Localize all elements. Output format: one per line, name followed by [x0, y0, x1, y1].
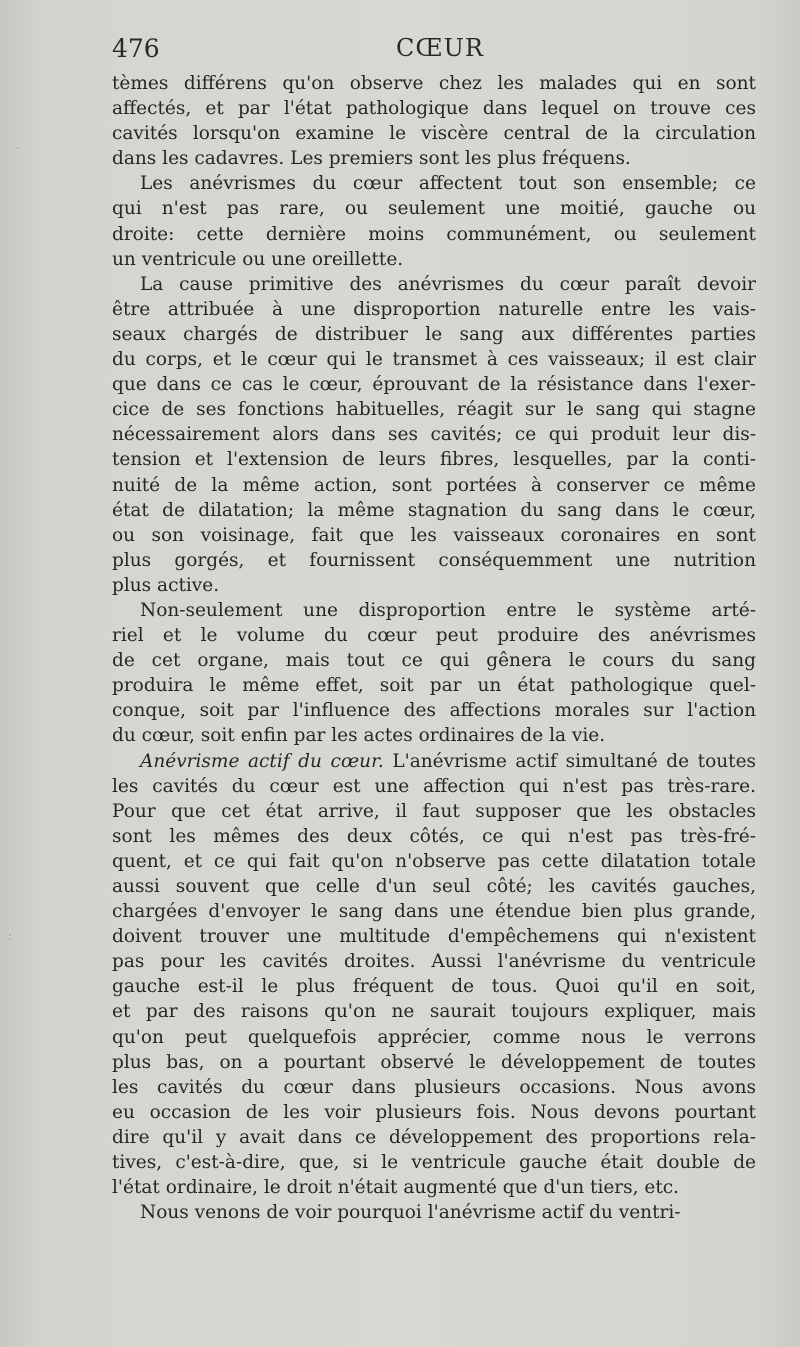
- line-text: de cet organe, mais tout ce qui gênera le cours du sang: [112, 650, 756, 672]
- text-line: [112, 146, 756, 171]
- text-line: [112, 598, 756, 623]
- line-text: seaux chargés de distribuer le sang aux différentes parties: [112, 323, 756, 345]
- line-text: nuité de la même action, sont portées à conserver ce même: [112, 474, 756, 496]
- text-line: [112, 1025, 756, 1050]
- line-text: affectés, et par l'état pathologique dans lequel on trouve ces: [112, 98, 756, 120]
- line-text: les cavités du cœur dans plusieurs occasions. Nous avons: [112, 1076, 756, 1098]
- line-text: eu occasion de les voir plusieurs fois. Nous devons pourtant: [112, 1101, 756, 1123]
- body-text: [112, 71, 756, 1225]
- text-line: [112, 347, 756, 372]
- line-text: gauche est-il le plus fréquent de tous. Quoi qu'il en soit,: [112, 976, 756, 998]
- text-line: [112, 222, 756, 247]
- line-text: aussi souvent que celle d'un seul côté; les cavités gauches,: [112, 876, 756, 897]
- line-text: droite: cette dernière moins communément, ou seulement: [112, 223, 756, 245]
- line-text: dire qu'il y avait dans ce développement des proportions rela-: [112, 1126, 756, 1148]
- text-line: [112, 272, 756, 297]
- text-line: [112, 196, 756, 221]
- running-head: CŒUR: [396, 34, 484, 62]
- text-line: [112, 749, 756, 774]
- text-line: [112, 1200, 756, 1225]
- line-text: conque, soit par l'influence des affections morales sur l'action: [112, 700, 756, 722]
- line-text: état de dilatation; la même stagnation du sang dans le cœur,: [112, 499, 756, 521]
- text-line: [112, 397, 756, 422]
- line-text: tension et l'extension de leurs fibres, lesquelles, par la conti-: [112, 449, 756, 471]
- text-line: [112, 974, 756, 999]
- line-text: pas pour les cavités droites. Aussi l'anévrisme du ventricule: [112, 951, 756, 973]
- text-line: [112, 999, 756, 1024]
- page-header: [112, 34, 752, 70]
- line-text: du cœur, soit enfin par les actes ordinaires de la vie.: [112, 725, 606, 747]
- page-number: 476: [112, 34, 160, 63]
- text-line: [112, 648, 756, 673]
- text-line: [112, 473, 756, 498]
- text-line: [112, 1050, 756, 1075]
- text-line: [112, 924, 756, 949]
- text-line: [112, 899, 756, 924]
- text-line: [112, 322, 756, 347]
- line-text: plus gorgés, et fournissent conséquemment une nutrition: [112, 549, 756, 571]
- line-text: nécessairement alors dans ses cavités; ce qui produit leur dis-: [112, 424, 756, 446]
- line-text: riel et le volume du cœur peut produire des anévrismes: [112, 625, 756, 647]
- line-text: et par des raisons qu'on ne saurait toujours expliquer, mais: [112, 1001, 756, 1023]
- line-text: ou son voisinage, fait que les vaisseaux coronaires en sont: [112, 524, 756, 546]
- margin-speck: :: [8, 930, 12, 943]
- margin-speck: ·: [16, 142, 20, 155]
- text-line: [112, 96, 756, 121]
- line-text: tèmes différens qu'on observe chez les malades qui en sont: [112, 73, 756, 94]
- text-line: [112, 372, 756, 397]
- line-text: Non-seulement une disproportion entre le système arté-: [140, 599, 756, 621]
- text-line: [112, 849, 756, 874]
- text-line: [112, 1175, 756, 1200]
- line-text: un ventricule ou une oreillette.: [112, 248, 404, 270]
- text-line: [112, 71, 756, 96]
- text-line: [112, 824, 756, 849]
- line-text: plus bas, on a pourtant observé le développement de toutes: [112, 1051, 756, 1073]
- text-line: [112, 723, 756, 748]
- text-line: [112, 1125, 756, 1150]
- text-line: [112, 673, 756, 698]
- line-text: l'état ordinaire, le droit n'était augmenté que d'un tiers, etc.: [112, 1177, 680, 1199]
- text-line: [112, 698, 756, 723]
- text-line: [112, 297, 756, 322]
- text-line: [112, 874, 756, 899]
- line-text: doivent trouver une multitude d'empêchemens qui n'existent: [112, 926, 756, 948]
- line-text: produira le même effet, soit par un état pathologique quel-: [112, 675, 756, 697]
- line-text: Pour que cet état arrive, il faut supposer que les obstacles: [112, 800, 756, 822]
- line-text: cavités lorsqu'on examine le viscère central de la circulation: [112, 123, 756, 145]
- line-text: sont les mêmes des deux côtés, ce qui n'est pas très-fré-: [112, 825, 756, 847]
- text-line: [112, 171, 756, 196]
- line-text: dans les cadavres. Les premiers sont les plus fréquens.: [112, 148, 631, 170]
- text-line: [112, 1150, 756, 1175]
- line-text: Les anévrismes du cœur affectent tout son ensemble; ce: [140, 173, 756, 195]
- text-line: [112, 498, 756, 523]
- text-line: [112, 799, 756, 824]
- line-text: être attribuée à une disproportion naturelle entre les vais-: [112, 298, 756, 320]
- line-text: plus active.: [112, 574, 220, 596]
- line-text: chargées d'envoyer le sang dans une étendue bien plus grande,: [112, 901, 756, 923]
- line-text: La cause primitive des anévrismes du cœur paraît devoir: [140, 273, 756, 295]
- line-text: quent, et ce qui fait qu'on n'observe pas cette dilatation totale: [112, 850, 756, 872]
- text-line: [112, 1100, 756, 1125]
- text-line: [112, 247, 756, 272]
- line-text: qu'on peut quelquefois apprécier, comme nous le verrons: [112, 1026, 756, 1048]
- text-line: [112, 523, 756, 548]
- text-line: [112, 548, 756, 573]
- text-line: [112, 949, 756, 974]
- text-line: [112, 121, 756, 146]
- line-text: cice de ses fonctions habituelles, réagit sur le sang qui stagne: [112, 399, 756, 421]
- text-line: [112, 623, 756, 648]
- line-text: qui n'est pas rare, ou seulement une moitié, gauche ou: [112, 198, 756, 220]
- text-line: [112, 1075, 756, 1100]
- line-text: tives, c'est-à-dire, que, si le ventricule gauche était double de: [112, 1152, 756, 1174]
- text-line: [112, 573, 756, 598]
- line-text: du corps, et le cœur qui le transmet à ces vaisseaux; il est clair: [112, 349, 756, 371]
- line-text: L'anévrisme actif simultané de toutes: [383, 750, 756, 772]
- text-line: [112, 447, 756, 472]
- line-text: Nous venons de voir pourquoi l'anévrisme actif du ventri-: [140, 1202, 681, 1224]
- line-text: les cavités du cœur est une affection qui n'est pas très-rare.: [112, 775, 756, 797]
- line-text: que dans ce cas le cœur, éprouvant de la résistance dans l'exer-: [112, 374, 756, 396]
- text-line: [112, 422, 756, 447]
- section-heading: Anévrisme actif du cœur.: [140, 750, 384, 772]
- text-line: [112, 774, 756, 799]
